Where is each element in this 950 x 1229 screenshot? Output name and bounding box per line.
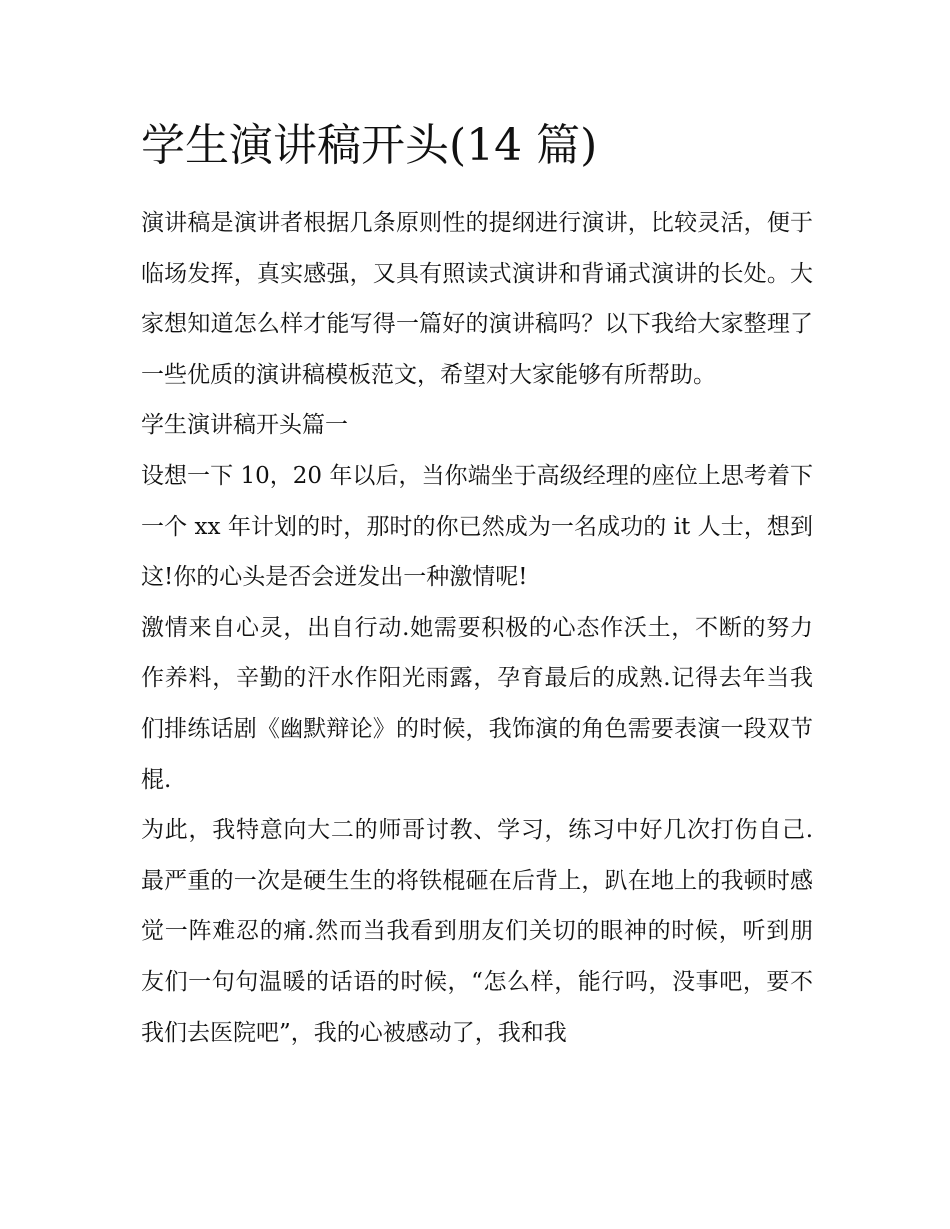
- body-paragraph: 设想一下 10，20 年以后，当你端坐于高级经理的座位上思考着下一个 xx 年计划的时，那时的你已然成为一名成功的 it 人士，想到这!你的心头是否会迸发出一种激情呢!: [141, 462, 813, 591]
- intro-paragraph: 演讲稿是演讲者根据几条原则性的提纲进行演讲，比较灵活，便于临场发挥，真实感强，又具有照读式演讲和背诵式演讲的长处。大家想知道怎么样才能写得一篇好的演讲稿吗？以下我给大家整理了一些优质的演讲稿模板范文，希望对大家能够有所帮助。: [141, 210, 813, 388]
- body-paragraph: 为此，我特意向大二的师哥讨教、学习，练习中好几次打伤自己.最严重的一次是硬生生的将铁棍砸在后背上，趴在地上的我顿时感觉一阵难忍的痛.然而当我看到朋友们关切的眼神的时候，听到朋友们一句句温暖的话语的时候，“怎么样，能行吗，没事吧，要不我们去医院吧”，我的心被感动了，我和我: [141, 817, 813, 1046]
- body-paragraph: 激情来自心灵，出自行动.她需要积极的心态作沃土，不断的努力作养料，辛勤的汗水作阳光雨露，孕育最后的成熟.记得去年当我们排练话剧《幽默辩论》的时候，我饰演的角色需要表演一段双节棍.: [141, 614, 813, 793]
- section-heading: 学生演讲稿开头篇一: [141, 412, 348, 439]
- document-title: 学生演讲稿开头(14 篇): [141, 120, 598, 171]
- document-body: [141, 198, 813, 1058]
